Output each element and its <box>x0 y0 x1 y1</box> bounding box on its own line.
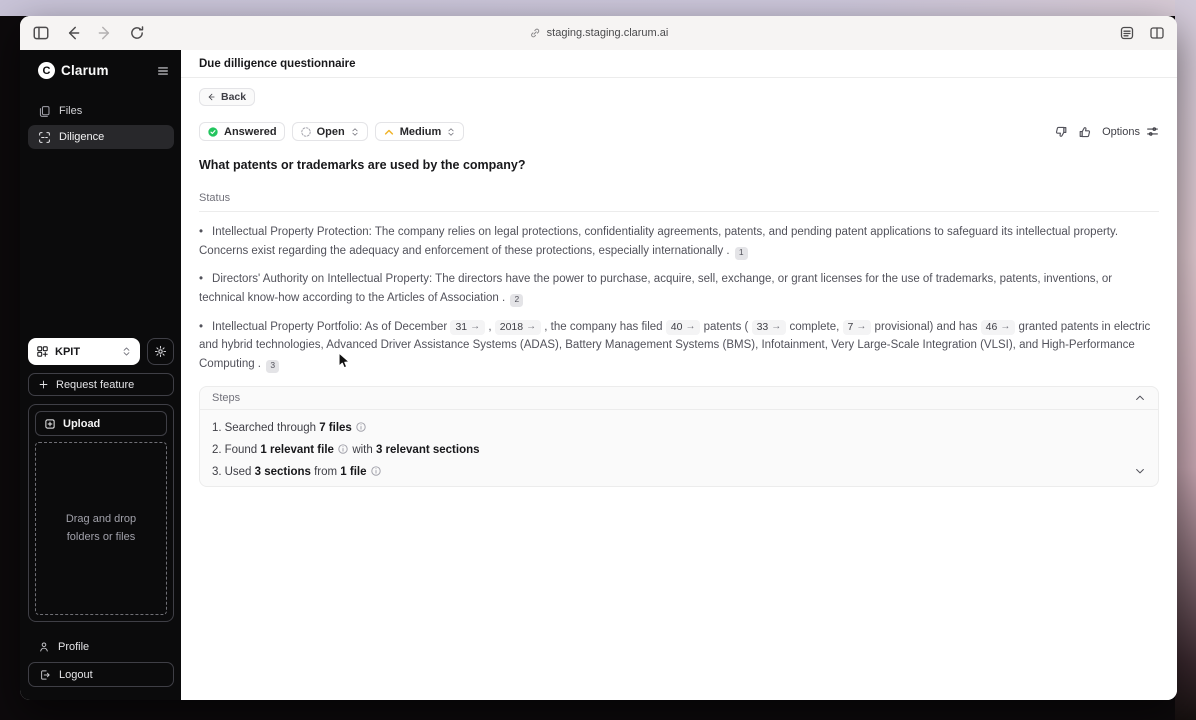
logout-button[interactable] <box>28 662 174 687</box>
step-item: 3. Used 3 sections from 1 file <box>212 465 1146 478</box>
back-label: Back <box>221 91 247 103</box>
link-icon <box>529 27 541 39</box>
workspace-name: KPIT <box>55 345 81 358</box>
sidebar-item-diligence[interactable] <box>28 125 174 149</box>
badge-label: Open <box>316 125 345 138</box>
source-chip[interactable] <box>752 320 787 335</box>
workspace-grid-icon <box>36 345 49 358</box>
app-root <box>20 50 1177 700</box>
request-feature-button[interactable] <box>28 373 174 396</box>
sidebar-nav <box>28 99 174 151</box>
step-highlight: 3 sections <box>254 466 311 479</box>
bullet-dot: • <box>199 273 204 286</box>
sidebar-toggle-icon[interactable] <box>32 24 50 42</box>
citation-badge[interactable]: 2 <box>510 294 523 307</box>
thumbs-up-icon[interactable] <box>1078 125 1092 139</box>
back-arrow-icon[interactable] <box>64 24 82 42</box>
chevron-down-icon[interactable] <box>1134 465 1146 477</box>
bullet-dot: • <box>199 226 204 238</box>
forward-arrow-icon[interactable] <box>96 24 114 42</box>
citation-badge[interactable]: 3 <box>266 360 279 373</box>
diligence-icon <box>38 131 51 144</box>
plus-square-icon <box>44 418 56 430</box>
main-content <box>181 50 1177 700</box>
address-bar[interactable] <box>529 27 669 39</box>
status-badge-answered <box>199 122 285 141</box>
reader-view-icon[interactable] <box>1119 25 1135 41</box>
info-icon[interactable] <box>337 443 349 455</box>
status-divider <box>199 211 1159 212</box>
gear-icon <box>154 345 167 358</box>
workspace-settings-button[interactable] <box>147 338 174 365</box>
sidebar <box>20 50 181 700</box>
chevron-updown-icon <box>350 127 360 137</box>
profile-label: Profile <box>58 641 90 653</box>
browser-toolbar <box>20 16 1177 50</box>
step-number: 1. <box>212 422 222 435</box>
clarum-logo-icon: C <box>38 62 55 79</box>
person-icon <box>38 641 50 653</box>
arrow-right-icon: → <box>771 320 782 332</box>
split-view-icon[interactable] <box>1149 25 1165 41</box>
step-highlight: 7 files <box>319 422 352 435</box>
sidebar-item-files[interactable] <box>28 99 174 123</box>
check-circle-icon <box>207 126 219 138</box>
browser-nav-controls <box>32 24 146 42</box>
page-title: Due dilligence questionnaire <box>199 58 356 70</box>
arrow-right-icon: → <box>1000 320 1011 332</box>
browser-window <box>20 16 1177 700</box>
status-bullet: • Directors' Authority on Intellectual Property: The directors have the power to purchase, acquire, sell, exchange, or grant licenses for the use of trademarks, patents, inventions, or technical know-how according to the Articles of Association . 2 <box>199 270 1159 307</box>
collapse-menu-icon[interactable] <box>156 64 170 78</box>
upload-button[interactable] <box>35 411 167 436</box>
request-feature-label: Request feature <box>56 378 135 391</box>
step-number: 2. <box>212 444 222 457</box>
back-button[interactable] <box>199 88 255 106</box>
info-icon[interactable] <box>370 465 382 477</box>
question-title: What patents or trademarks are used by the company? <box>199 158 526 172</box>
question-detail <box>181 78 1177 487</box>
desktop-wallpaper-right <box>1175 0 1196 720</box>
steps-list <box>200 410 1158 486</box>
workspace-row <box>28 338 174 365</box>
brand-name: Clarum <box>61 63 109 78</box>
source-chip[interactable] <box>450 320 485 335</box>
page-header <box>181 50 1177 78</box>
chip-value: 46 <box>985 320 998 333</box>
status-badges <box>199 122 464 141</box>
options-button[interactable] <box>1102 125 1159 138</box>
badge-row <box>199 122 1159 141</box>
logout-icon <box>39 669 51 681</box>
step-highlight: 3 relevant sections <box>375 444 480 457</box>
source-chip[interactable] <box>843 320 872 335</box>
file-dropzone[interactable] <box>35 442 167 615</box>
steps-header[interactable] <box>200 387 1158 410</box>
upload-card <box>28 404 174 622</box>
dashed-circle-icon <box>300 126 312 138</box>
steps-card <box>199 386 1159 487</box>
chevron-up-icon[interactable] <box>1134 392 1146 404</box>
dropzone-text-line2: folders or files <box>66 530 136 543</box>
bullet-dot: • <box>199 320 204 333</box>
arrow-right-icon: → <box>470 320 481 332</box>
citation-badge[interactable]: 1 <box>735 247 748 260</box>
url-text: staging.staging.clarum.ai <box>546 27 669 39</box>
steps-section-title: Steps <box>212 392 241 405</box>
plus-icon <box>38 379 49 390</box>
arrow-left-icon <box>206 92 216 102</box>
status-bullet: • Intellectual Property Portfolio: As of December 31 → , 2018 → , the company has filed 40 → patents ( 33 → complete, 7 → provisional) and has 46 → granted patents in electric and hybrid technologies, Advanced Driver Assistance Systems (ADAS), Battery Management Systems (BMS), Infotainment, Very Large-Scale Integration (VLSI), and High-Performance Computing . 3 <box>199 318 1159 374</box>
sidebar-item-label: Diligence <box>59 131 105 143</box>
mouse-cursor <box>337 352 352 372</box>
desktop-wallpaper-top <box>0 0 1196 16</box>
options-label: Options <box>1102 125 1140 138</box>
status-badge-medium[interactable] <box>375 122 465 141</box>
step-highlight: 1 relevant file <box>260 444 334 457</box>
status-bullet: • Intellectual Property Protection: The company relies on legal protections, confidentiality agreements, patents, and pending patent applications to safeguard its intellectual property. Concerns exist regarding the adequacy and enforcement of these protections, especially internationally . 1 <box>199 223 1159 260</box>
status-bullets <box>199 223 1159 373</box>
step-item: 2. Found 1 relevant file with 3 relevant sections <box>212 444 480 457</box>
workspace-select[interactable] <box>28 338 140 365</box>
source-chip[interactable] <box>666 320 701 335</box>
thumbs-down-icon[interactable] <box>1054 125 1068 139</box>
sidebar-item-label: Files <box>59 105 83 117</box>
source-chip[interactable] <box>981 320 1016 335</box>
info-icon[interactable] <box>355 421 367 433</box>
arrow-right-icon: → <box>856 320 867 332</box>
step-highlight: 1 file <box>340 466 367 479</box>
badge-label: Answered <box>224 125 277 138</box>
question-actions <box>1054 125 1159 139</box>
arrow-right-icon: → <box>526 320 537 332</box>
chevron-updown-icon <box>446 127 456 137</box>
reload-icon[interactable] <box>128 24 146 42</box>
arrow-right-icon: → <box>685 320 696 332</box>
step-item: 1. Searched through 7 files <box>212 421 1146 434</box>
chip-value: 40 <box>670 320 683 333</box>
dropzone-text-line1: Drag and drop <box>65 513 137 526</box>
brand-row <box>28 50 174 79</box>
sidebar-item-profile[interactable] <box>28 636 174 658</box>
source-chip[interactable] <box>495 320 541 335</box>
chip-value: 2018 <box>499 320 524 333</box>
sidebar-spacer <box>28 151 174 338</box>
step-number: 3. <box>212 466 222 479</box>
chevron-updown-icon <box>121 346 132 357</box>
status-badge-open[interactable] <box>292 122 368 141</box>
logout-label: Logout <box>59 668 93 681</box>
chip-value: 33 <box>756 320 769 333</box>
priority-medium-icon <box>383 126 395 138</box>
status-section-title: Status <box>199 192 231 204</box>
badge-label: Medium <box>399 125 442 138</box>
files-icon <box>38 105 51 118</box>
chip-value: 31 <box>455 320 468 333</box>
sliders-icon <box>1146 125 1159 138</box>
upload-label: Upload <box>63 417 101 430</box>
browser-right-controls <box>1119 25 1165 41</box>
chip-value: 7 <box>847 320 854 333</box>
